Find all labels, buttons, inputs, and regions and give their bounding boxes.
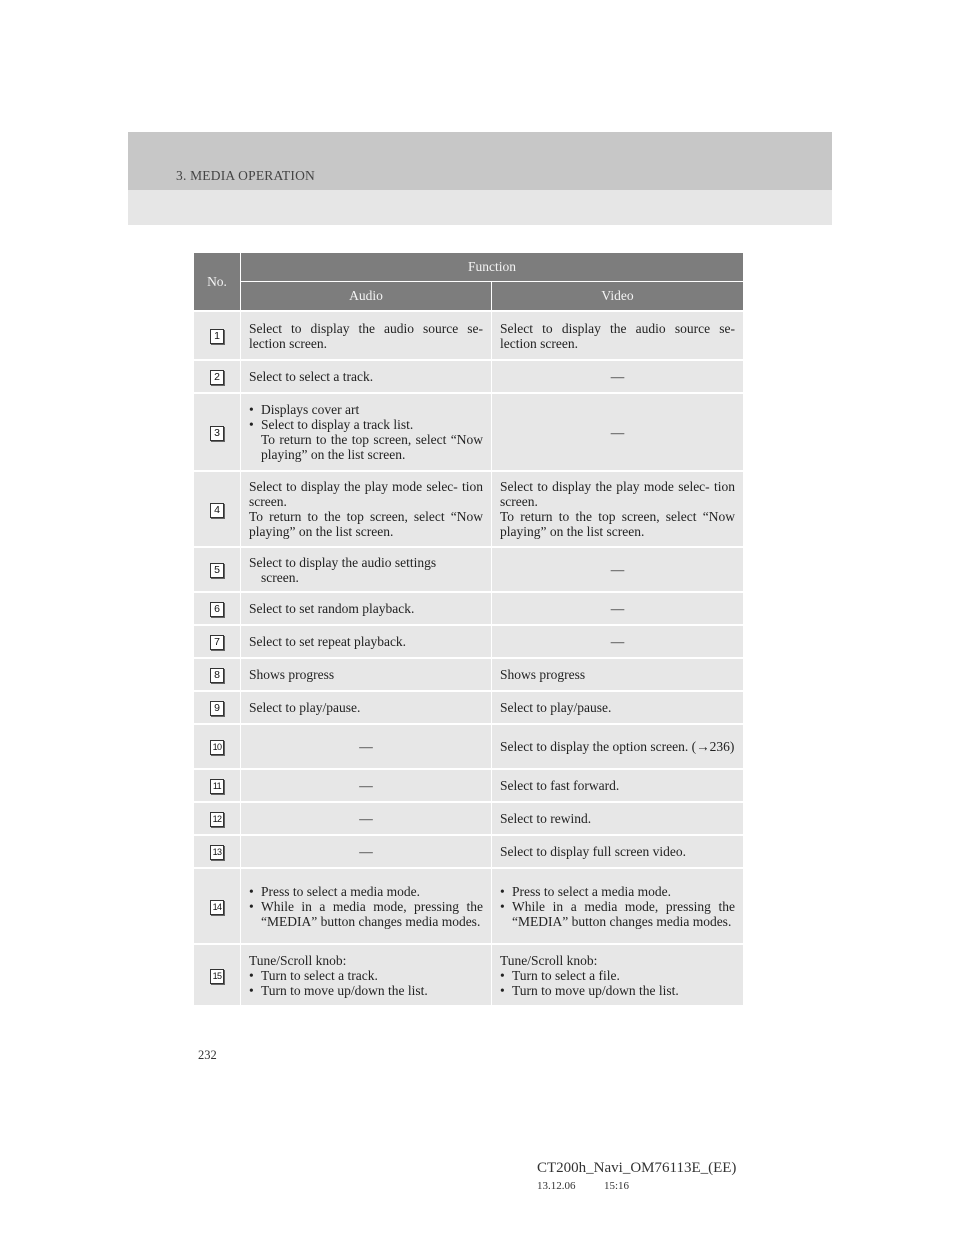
table-row	[194, 769, 744, 802]
video-cell	[492, 471, 744, 547]
col-header-video: Video	[492, 282, 744, 312]
audio-cell: Select to set repeat playback.	[241, 625, 492, 658]
row-number-badge: 6	[210, 602, 224, 617]
bullet-item: • Turn to select a file.	[500, 967, 620, 983]
table-row	[194, 658, 744, 691]
row-number-badge: 14	[210, 900, 224, 915]
row-number-badge: 13	[210, 845, 224, 860]
bullet-item: • Select to display a track list.	[249, 417, 414, 432]
bullet-item: • While in a media mode, pressing the “MEDIA” button changes media modes.	[249, 898, 483, 929]
row-number-badge: 9	[210, 701, 224, 716]
knob-label: Tune/Scroll knob:	[249, 952, 347, 968]
table-row	[194, 360, 744, 393]
video-cell: —	[492, 625, 744, 658]
bullet-glyph: •	[500, 883, 505, 899]
audio-cell: Shows progress	[241, 658, 492, 691]
function-table	[193, 252, 744, 1007]
footer-time: 15:16	[604, 1180, 630, 1192]
bullet-glyph: •	[500, 898, 505, 914]
video-cell	[492, 944, 744, 1006]
audio-cell	[241, 471, 492, 547]
bullet-item: • Displays cover art	[249, 402, 360, 417]
table-row	[194, 691, 744, 724]
video-cell: —	[492, 393, 744, 471]
video-cell: Select to fast forward.	[492, 769, 744, 802]
row-number-badge: 5	[210, 563, 224, 578]
video-cell: —	[492, 360, 744, 393]
table-row	[194, 724, 744, 769]
bullet-item: • Turn to move up/down the list.	[500, 982, 679, 998]
table-row	[194, 802, 744, 835]
video-note: To return to the top screen, select “Now playing” on the list screen.	[500, 509, 736, 539]
audio-cell: Select to set random playback.	[241, 592, 492, 625]
bullet-glyph: •	[500, 982, 505, 998]
row-number-badge: 7	[210, 635, 224, 650]
table-row	[194, 944, 744, 1006]
footer-date: 13.12.06	[537, 1180, 576, 1192]
video-cell: Select to play/pause.	[492, 691, 744, 724]
table-row	[194, 311, 744, 360]
audio-cell	[241, 547, 492, 592]
bullet-glyph: •	[249, 883, 254, 899]
row-number-badge: 10	[210, 740, 224, 755]
audio-note: To return to the top screen, select “Now playing” on the list screen.	[261, 432, 483, 462]
audio-cell	[241, 868, 492, 944]
bullet-glyph: •	[249, 898, 254, 914]
bullet-glyph: •	[249, 402, 254, 417]
table-row	[194, 835, 744, 868]
header-sub-band	[128, 190, 832, 225]
col-header-no: No.	[194, 253, 241, 312]
audio-cell	[241, 944, 492, 1006]
row-number-badge: 4	[210, 503, 224, 518]
section-title: 3. MEDIA OPERATION	[176, 168, 315, 183]
audio-text: Select to display the audio settings	[249, 554, 437, 570]
video-cell: —	[492, 547, 744, 592]
row-number-badge: 11	[210, 779, 224, 794]
audio-cell: —	[241, 724, 492, 769]
bullet-item: • Turn to select a track.	[249, 967, 378, 983]
row-number-badge: 15	[210, 969, 224, 984]
row-number-badge: 3	[210, 426, 224, 441]
bullet-item: • Press to select a media mode.	[249, 883, 420, 899]
video-text: Select to display the play mode selec- tion screen.	[500, 479, 736, 509]
bullet-glyph: •	[249, 417, 254, 432]
audio-cell: Select to select a track.	[241, 360, 492, 393]
video-cell: —	[492, 592, 744, 625]
audio-cell: Select to play/pause.	[241, 691, 492, 724]
audio-text-cont: screen.	[261, 569, 299, 585]
table-row	[194, 625, 744, 658]
video-cell: Select to rewind.	[492, 802, 744, 835]
table-row	[194, 592, 744, 625]
bullet-glyph: •	[249, 982, 254, 998]
table-row	[194, 471, 744, 547]
bullet-glyph: •	[249, 967, 254, 983]
col-header-function: Function	[241, 253, 744, 282]
bullet-item: • Press to select a media mode.	[500, 883, 671, 899]
col-header-audio: Audio	[241, 282, 492, 312]
bullet-glyph: •	[500, 967, 505, 983]
audio-cell: —	[241, 769, 492, 802]
video-cell: Select to display the option screen. (→236)	[492, 724, 744, 769]
audio-cell: Select to display the audio source se- lection screen.	[241, 311, 492, 360]
row-number-badge: 1	[210, 329, 224, 344]
row-number-badge: 8	[210, 668, 224, 683]
video-cell: Shows progress	[492, 658, 744, 691]
audio-note: To return to the top screen, select “Now playing” on the list screen.	[249, 509, 483, 539]
video-cell: Select to display the audio source se- lection screen.	[492, 311, 744, 360]
audio-cell: —	[241, 802, 492, 835]
table-row	[194, 393, 744, 471]
table-row	[194, 868, 744, 944]
footer-document-id: CT200h_Navi_OM76113E_(EE)	[537, 1160, 737, 1176]
bullet-item: • Turn to move up/down the list.	[249, 982, 428, 998]
table-row	[194, 547, 744, 592]
video-cell	[492, 868, 744, 944]
bullet-item: • While in a media mode, pressing the “MEDIA” button changes media modes.	[500, 898, 736, 929]
row-number-badge: 2	[210, 370, 224, 385]
knob-label: Tune/Scroll knob:	[500, 952, 598, 968]
audio-text: Select to display the play mode selec- tion screen.	[249, 479, 483, 509]
audio-cell	[241, 393, 492, 471]
page-number: 232	[198, 1048, 217, 1062]
audio-cell: —	[241, 835, 492, 868]
row-number-badge: 12	[210, 812, 224, 827]
video-cell: Select to display full screen video.	[492, 835, 744, 868]
